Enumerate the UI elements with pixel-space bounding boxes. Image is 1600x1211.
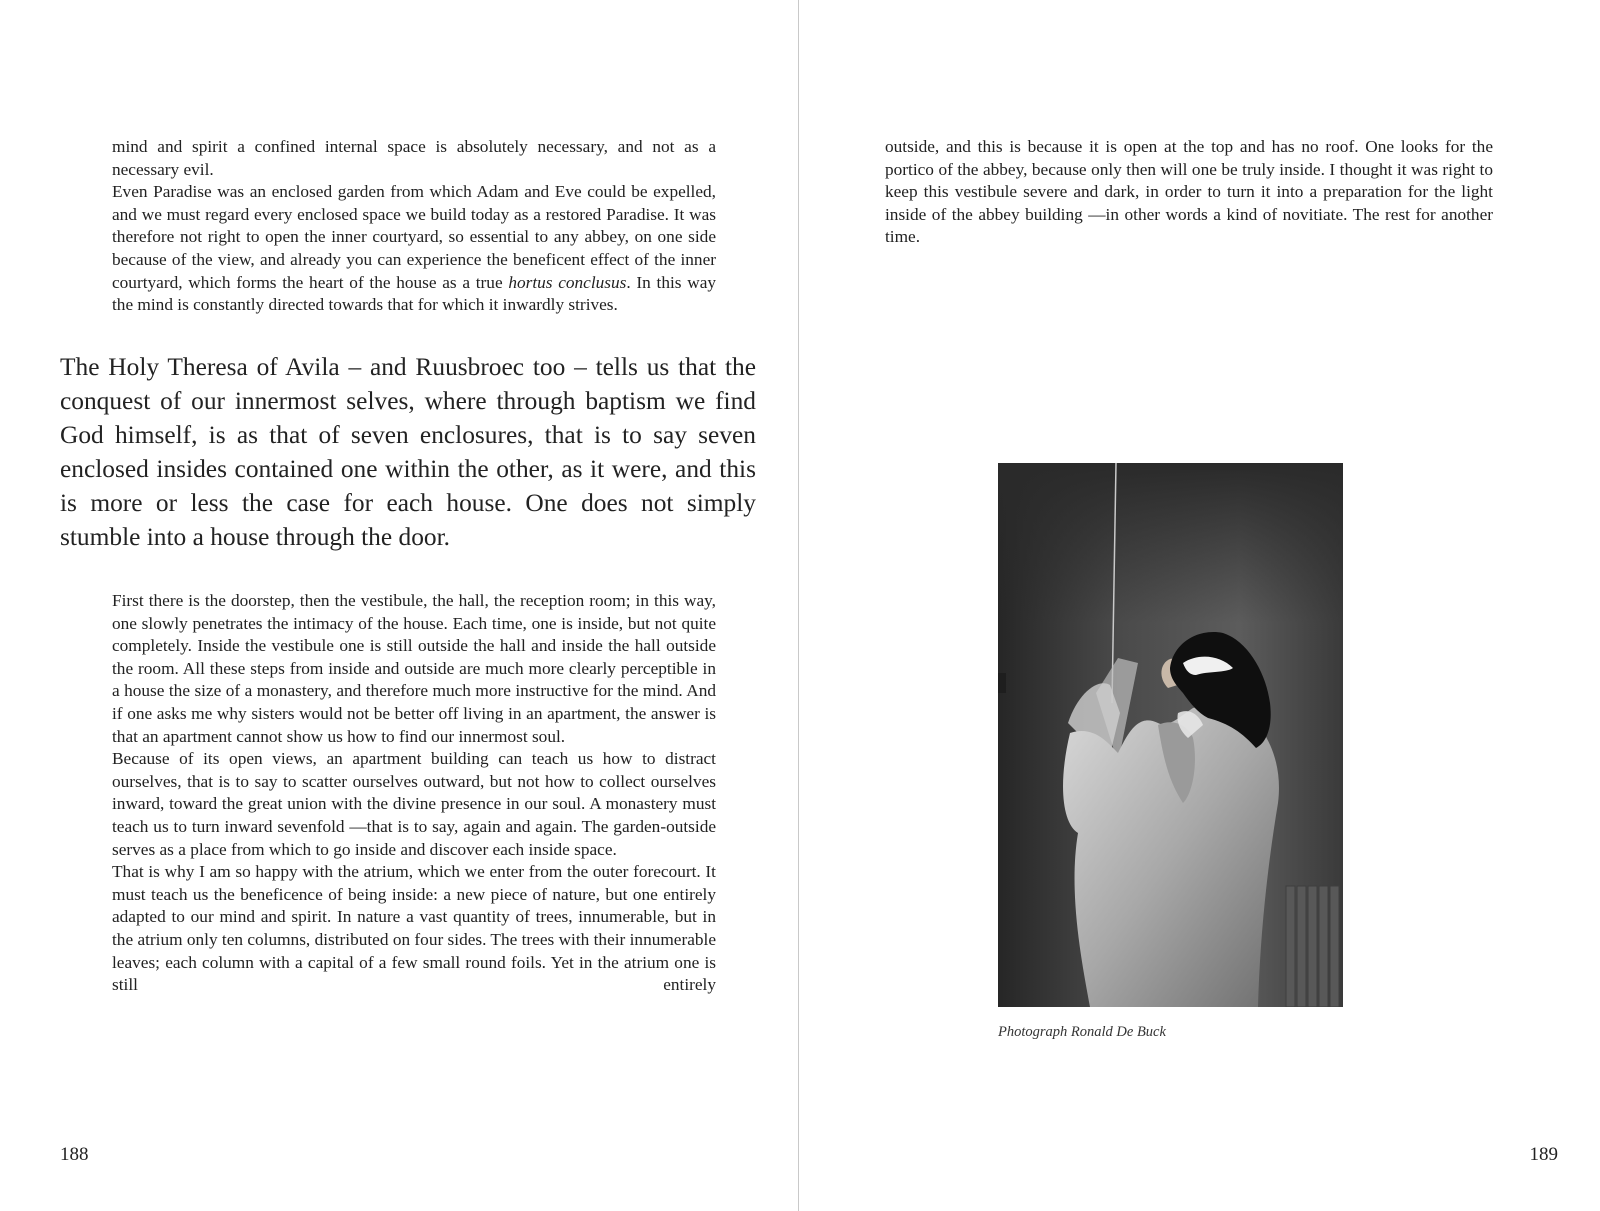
page-number: 189: [1529, 1144, 1558, 1165]
right-top-text: [885, 136, 1493, 249]
lead-paragraph: The Holy Theresa of Avila – and Ruusbroec too – tells us that the conquest of our innermost selves, where through baptism we find God himself, is as that of seven enclosures, that is to say seven enclosed insides contained one within the other, as it were, and this is more or less the case for each house. One does not simply stumble into a house through the door.: [60, 353, 756, 551]
photograph: [998, 463, 1343, 1007]
text-run: Even Paradise was an enclosed garden from which Adam and Eve could be expelled, and we must regard every enclosed space we build today as a restored Paradise. It was therefore not right to open the inner courtyard, so essential to any abbey, on one side because of the view, and already you can experience the beneficent effect of the inner courtyard, which forms the heart of the house as a true: [112, 182, 716, 292]
right-page: [799, 0, 1600, 1211]
left-top-text: [112, 136, 716, 317]
paragraph: outside, and this is because it is open at the top and has no roof. One looks for the portico of the abbey, because only then will one be truly inside. I thought it was right to keep this vestibule severe and dark, in order to turn it into a preparation for the light inside of the abbey building —in other words a kind of novitiate. The rest for another time.: [885, 137, 1493, 247]
left-bottom-text: [112, 590, 716, 997]
italic-term: hortus conclusus: [508, 272, 627, 292]
paragraph: First there is the doorstep, then the vestibule, the hall, the reception room; in this way, one slowly penetrates the intimacy of the house. Each time, one is inside, but not quite completely. Inside the vestibule one is still outside the hall and inside the hall outside the room. All these steps from inside and outside are much more clearly perceptible in a house the size of a monastery, and therefore much more instructive for the mind. And if one asks me why sisters would not be better off living in an apartment, the answer is that an apartment cannot show us how to find our innermost soul.: [112, 591, 716, 746]
left-page: [0, 0, 798, 1211]
paragraph: mind and spirit a confined internal space is absolutely necessary, and not as a necessary evil.: [112, 137, 716, 179]
paragraph: That is why I am so happy with the atrium, which we enter from the outer forecourt. It must teach us the beneficence of being inside: a new piece of nature, but one entirely adapted to our mind and spirit. In nature a vast quantity of trees, innumerable, but in the atrium only ten columns, distributed on four sides. The trees with their innumerable leaves; each column with a capital of a few small round foils. Yet in the atrium one is still entirely: [112, 862, 716, 995]
photo-caption: Photograph Ronald De Buck: [998, 1024, 1166, 1040]
paragraph: Because of its open views, an apartment building can teach us how to distract ourselves, that is to say to scatter ourselves outward, but not how to collect ourselves inward, toward the great union with the divine presence in our soul. A monastery must teach us to turn inward sevenfold —that is to say, again and again. The garden-outside serves as a place from which to go inside and discover each inside space.: [112, 749, 716, 859]
text-run: . In this way the mind is constantly directed towards that for which it inwardly strives.: [112, 272, 717, 315]
nun-in-habit-ringing-bell-icon: [998, 463, 1343, 1007]
paragraph: [112, 181, 716, 317]
page-number: 188: [60, 1144, 89, 1165]
